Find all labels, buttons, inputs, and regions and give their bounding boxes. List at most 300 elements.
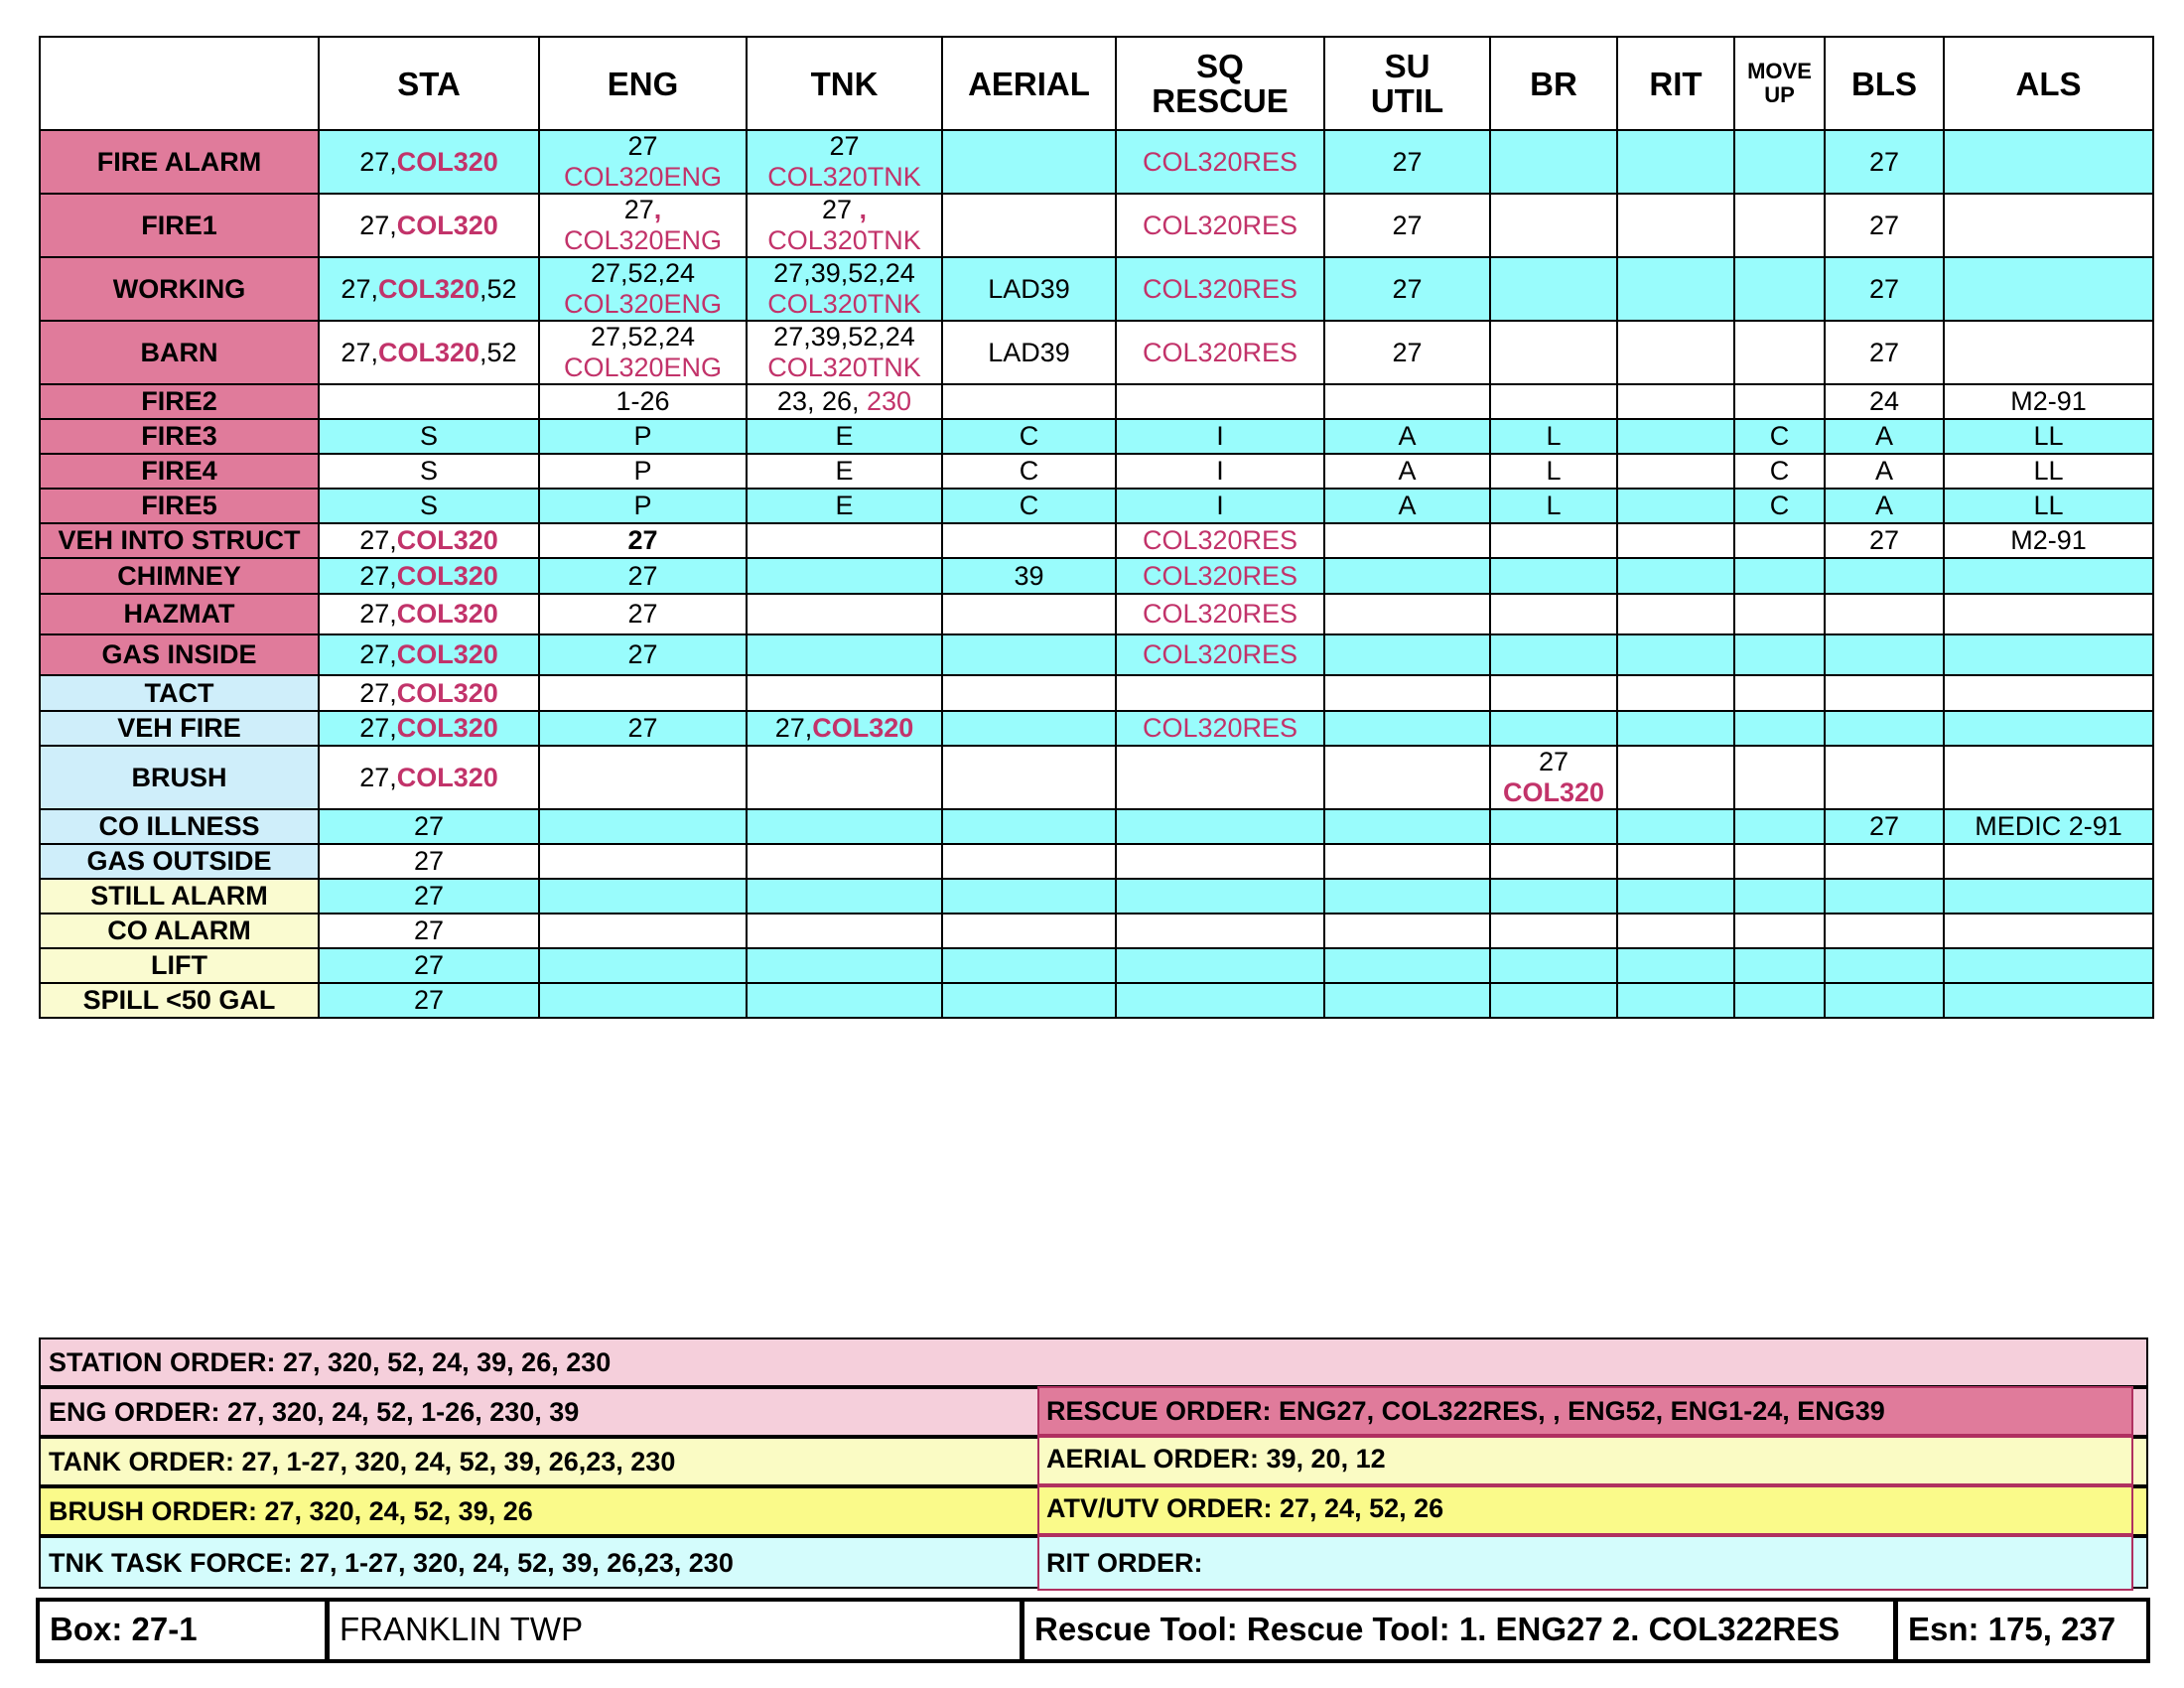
cell-br [1490, 948, 1617, 983]
cell-text: COL320TNK [767, 352, 921, 382]
table-row [40, 558, 2153, 594]
cell-tnk [747, 419, 942, 454]
cell-text: 27, [359, 599, 397, 629]
cell-bls [1825, 454, 1944, 489]
cell-sta [319, 675, 539, 711]
cell-bls [1825, 809, 1944, 844]
footer-bar [36, 1598, 2150, 1663]
cell-move-up [1734, 558, 1825, 594]
cell-move-up [1734, 948, 1825, 983]
cell-eng [539, 746, 747, 809]
cell-move-up [1734, 844, 1825, 879]
row-label: SPILL <50 GAL [40, 983, 319, 1018]
cell-sq-rescue [1116, 384, 1324, 419]
cell-aerial [942, 454, 1116, 489]
cell-aerial [942, 675, 1116, 711]
cell-text: L [1546, 421, 1562, 451]
cell-text: 27 [623, 195, 654, 224]
cell-br [1490, 419, 1617, 454]
row-label: HAZMAT [40, 594, 319, 634]
cell-move-up [1734, 419, 1825, 454]
cell-su-util [1324, 130, 1490, 194]
cell-bls [1825, 558, 1944, 594]
cell-text: COL320ENG [563, 289, 723, 319]
cell-su-util [1324, 711, 1490, 746]
brush-order: BRUSH ORDER: 27, 320, 24, 52, 39, 26 [39, 1486, 2148, 1536]
cell-text: A [1398, 491, 1417, 520]
cell-br [1490, 454, 1617, 489]
cell-br [1490, 523, 1617, 558]
cell-bls [1825, 948, 1944, 983]
cell-sta [319, 130, 539, 194]
cell-tnk [747, 594, 942, 634]
cell-text: LL [2033, 456, 2064, 486]
cell-text: LAD39 [988, 337, 1070, 367]
cell-text: E [835, 456, 854, 486]
cell-text: I [1216, 421, 1224, 451]
table-row [40, 384, 2153, 419]
cell-als [1944, 809, 2153, 844]
cell-text: COL320 [396, 713, 498, 743]
cell-text: A [1874, 491, 1893, 520]
cell-als [1944, 257, 2153, 321]
cell-rit [1617, 594, 1734, 634]
table-row [40, 914, 2153, 948]
cell-text: M2-91 [2010, 525, 2087, 555]
cell-text: 230 [867, 386, 912, 416]
cell-su-util [1324, 523, 1490, 558]
cell-text: 27 [1868, 146, 1900, 177]
cell-text: 27 [1868, 273, 1900, 304]
cell-text: COL320TNK [767, 162, 921, 192]
cell-text: 27, [341, 273, 378, 304]
cell-text: 27 [627, 599, 658, 629]
cell-text: COL320 [396, 146, 498, 177]
cell-text: 27 [1868, 811, 1900, 841]
cell-aerial [942, 809, 1116, 844]
cell-text: COL320RES [1142, 713, 1298, 743]
cell-tnk [747, 321, 942, 384]
cell-br [1490, 844, 1617, 879]
cell-text: 27, [359, 677, 397, 708]
header-su-util: SU UTIL [1324, 37, 1490, 130]
cell-text: COL320 [396, 210, 498, 240]
row-label: CO ILLNESS [40, 809, 319, 844]
cell-sta [319, 489, 539, 523]
cell-aerial [942, 983, 1116, 1018]
header-tnk: TNK [747, 37, 942, 130]
cell-tnk [747, 523, 942, 558]
cell-br [1490, 194, 1617, 257]
cell-als [1944, 634, 2153, 675]
cell-als [1944, 523, 2153, 558]
cell-rit [1617, 844, 1734, 879]
cell-su-util [1324, 384, 1490, 419]
cell-als [1944, 594, 2153, 634]
cell-text: ,52 [479, 273, 517, 304]
row-label: VEH FIRE [40, 711, 319, 746]
table-row [40, 454, 2153, 489]
cell-text: 27, [359, 525, 397, 555]
row-label: FIRE2 [40, 384, 319, 419]
cell-text: 27,52,24 [590, 258, 696, 288]
cell-eng [539, 634, 747, 675]
cell-bls [1825, 384, 1944, 419]
row-label: CO ALARM [40, 914, 319, 948]
cell-text: 27, [774, 713, 813, 743]
table-row [40, 844, 2153, 879]
cell-text: A [1874, 421, 1893, 451]
cell-text: COL320 [1502, 777, 1605, 807]
cell-su-util [1324, 594, 1490, 634]
cell-text: P [633, 456, 652, 486]
header-sq-rescue: SQ RESCUE [1116, 37, 1324, 130]
cell-su-util [1324, 809, 1490, 844]
cell-sta [319, 948, 539, 983]
cell-als [1944, 675, 2153, 711]
cell-sq-rescue [1116, 983, 1324, 1018]
cell-rit [1617, 419, 1734, 454]
cell-aerial [942, 257, 1116, 321]
cell-su-util [1324, 419, 1490, 454]
cell-text: C [1769, 421, 1790, 451]
aerial-order: AERIAL ORDER: 39, 20, 12 [1037, 1436, 2133, 1485]
cell-text: ,52 [479, 337, 517, 367]
table-row [40, 419, 2153, 454]
cell-su-util [1324, 194, 1490, 257]
cell-sq-rescue [1116, 746, 1324, 809]
cell-text: 27, [341, 337, 378, 367]
cell-bls [1825, 257, 1944, 321]
cell-text: S [419, 456, 438, 486]
cell-bls [1825, 879, 1944, 914]
cell-eng [539, 130, 747, 194]
row-label: STILL ALARM [40, 879, 319, 914]
cell-bls [1825, 594, 1944, 634]
cell-aerial [942, 844, 1116, 879]
cell-sta [319, 914, 539, 948]
cell-text: COL320 [396, 525, 498, 555]
cell-aerial [942, 489, 1116, 523]
cell-text: A [1398, 456, 1417, 486]
header-sta: STA [319, 37, 539, 130]
cell-aerial [942, 321, 1116, 384]
cell-text: 27 [627, 713, 658, 743]
table-row [40, 594, 2153, 634]
cell-aerial [942, 711, 1116, 746]
cell-eng [539, 879, 747, 914]
cell-text: A [1874, 456, 1893, 486]
cell-move-up [1734, 675, 1825, 711]
cell-sq-rescue [1116, 809, 1324, 844]
cell-text: 27 [413, 915, 445, 945]
cell-br [1490, 809, 1617, 844]
cell-br [1490, 711, 1617, 746]
cell-text: COL320ENG [563, 352, 723, 382]
cell-sq-rescue [1116, 711, 1324, 746]
cell-text: 27 [413, 811, 445, 841]
cell-tnk [747, 384, 942, 419]
cell-move-up [1734, 634, 1825, 675]
cell-move-up [1734, 879, 1825, 914]
cell-text: COL320RES [1142, 525, 1298, 555]
header-als: ALS [1944, 37, 2153, 130]
cell-rit [1617, 321, 1734, 384]
cell-text: 1-26 [615, 386, 670, 416]
cell-text: COL320RES [1142, 273, 1298, 304]
cell-sq-rescue [1116, 914, 1324, 948]
cell-eng [539, 194, 747, 257]
cell-text: 27 [627, 131, 658, 161]
cell-br [1490, 634, 1617, 675]
cell-text: MEDIC 2-91 [1975, 811, 2122, 841]
cell-eng [539, 594, 747, 634]
township-name: FRANKLIN TWP [330, 1602, 1024, 1659]
row-label: BARN [40, 321, 319, 384]
cell-text: COL320ENG [563, 225, 723, 255]
cell-als [1944, 844, 2153, 879]
cell-text: I [1216, 456, 1224, 486]
cell-rit [1617, 130, 1734, 194]
row-label: FIRE4 [40, 454, 319, 489]
station-order: STATION ORDER: 27, 320, 52, 24, 39, 26, 230 [39, 1337, 2148, 1387]
cell-aerial [942, 594, 1116, 634]
cell-als [1944, 384, 2153, 419]
cell-move-up [1734, 130, 1825, 194]
header-eng: ENG [539, 37, 747, 130]
cell-text: COL320 [377, 273, 480, 304]
cell-bls [1825, 130, 1944, 194]
table-row [40, 194, 2153, 257]
table-row [40, 489, 2153, 523]
cell-als [1944, 558, 2153, 594]
cell-text: 27,39,52,24 [773, 258, 915, 288]
cell-sta [319, 844, 539, 879]
cell-text: P [633, 421, 652, 451]
cell-text: 27 [1868, 210, 1900, 240]
cell-bls [1825, 844, 1944, 879]
cell-tnk [747, 844, 942, 879]
cell-rit [1617, 983, 1734, 1018]
cell-text: 23, 26, [776, 386, 867, 416]
cell-bls [1825, 746, 1944, 809]
cell-text: COL320RES [1142, 560, 1298, 591]
esn-numbers: Esn: 175, 237 [1908, 1611, 2116, 1647]
cell-rit [1617, 257, 1734, 321]
cell-sta [319, 384, 539, 419]
cell-text: L [1546, 456, 1562, 486]
cell-tnk [747, 914, 942, 948]
cell-text: S [419, 421, 438, 451]
atv-utv-order: ATV/UTV ORDER: 27, 24, 52, 26 [1037, 1485, 2133, 1535]
rit-order: RIT ORDER: [1037, 1535, 2133, 1591]
cell-als [1944, 983, 2153, 1018]
dispatch-table [39, 36, 2154, 1019]
cell-rit [1617, 711, 1734, 746]
cell-sq-rescue [1116, 558, 1324, 594]
cell-eng [539, 489, 747, 523]
cell-su-util [1324, 454, 1490, 489]
cell-aerial [942, 634, 1116, 675]
row-label: LIFT [40, 948, 319, 983]
cell-sta [319, 746, 539, 809]
row-label: TACT [40, 675, 319, 711]
table-row [40, 746, 2153, 809]
cell-text: I [1216, 491, 1224, 520]
cell-eng [539, 948, 747, 983]
cell-text: 27, [359, 210, 397, 240]
cell-sq-rescue [1116, 194, 1324, 257]
cell-sta [319, 523, 539, 558]
cell-tnk [747, 194, 942, 257]
cell-text: P [633, 491, 652, 520]
cell-als [1944, 130, 2153, 194]
cell-bls [1825, 983, 1944, 1018]
cell-text: E [835, 421, 854, 451]
cell-bls [1825, 675, 1944, 711]
box-number: Box: 27-1 [40, 1602, 330, 1659]
cell-text: C [1019, 421, 1039, 451]
cell-text: , [653, 195, 662, 224]
cell-br [1490, 879, 1617, 914]
cell-br [1490, 384, 1617, 419]
cell-sta [319, 809, 539, 844]
table-row [40, 983, 2153, 1018]
cell-als [1944, 321, 2153, 384]
cell-text: 27, [359, 713, 397, 743]
header-aerial: AERIAL [942, 37, 1116, 130]
cell-rit [1617, 948, 1734, 983]
cell-rit [1617, 914, 1734, 948]
cell-sq-rescue [1116, 523, 1324, 558]
cell-eng [539, 321, 747, 384]
cell-text: COL320TNK [767, 289, 921, 319]
cell-sta [319, 257, 539, 321]
cell-eng [539, 675, 747, 711]
cell-su-util [1324, 558, 1490, 594]
cell-rit [1617, 634, 1734, 675]
row-label: FIRE5 [40, 489, 319, 523]
cell-aerial [942, 419, 1116, 454]
cell-text: 27 [627, 560, 658, 591]
cell-move-up [1734, 809, 1825, 844]
header-label [40, 37, 319, 130]
cell-sq-rescue [1116, 419, 1324, 454]
cell-tnk [747, 675, 942, 711]
cell-text: COL320TNK [767, 225, 921, 255]
cell-text: 27, [359, 762, 397, 792]
cell-move-up [1734, 454, 1825, 489]
cell-su-util [1324, 634, 1490, 675]
cell-sta [319, 321, 539, 384]
cell-text: 27 [1538, 747, 1570, 776]
cell-text: 27 [1868, 337, 1900, 367]
cell-tnk [747, 983, 942, 1018]
cell-text: 27 [627, 639, 658, 669]
cell-aerial [942, 558, 1116, 594]
cell-text: E [835, 491, 854, 520]
cell-text: COL320 [396, 599, 498, 629]
cell-su-util [1324, 948, 1490, 983]
cell-text: 27 [1392, 273, 1423, 304]
cell-text: 27 [821, 195, 860, 224]
row-label: VEH INTO STRUCT [40, 523, 319, 558]
cell-aerial [942, 914, 1116, 948]
cell-br [1490, 257, 1617, 321]
cell-rit [1617, 675, 1734, 711]
cell-text: COL320 [396, 560, 498, 591]
cell-text: 27, [359, 560, 397, 591]
cell-sta [319, 594, 539, 634]
cell-text: C [1769, 491, 1790, 520]
cell-text: L [1546, 491, 1562, 520]
cell-eng [539, 419, 747, 454]
cell-text: COL320RES [1142, 599, 1298, 629]
table-row [40, 257, 2153, 321]
table-row [40, 523, 2153, 558]
cell-br [1490, 594, 1617, 634]
cell-text: , [859, 195, 868, 224]
cell-move-up [1734, 321, 1825, 384]
cell-text: COL320 [396, 639, 498, 669]
row-label: FIRE1 [40, 194, 319, 257]
cell-bls [1825, 194, 1944, 257]
cell-move-up [1734, 489, 1825, 523]
cell-br [1490, 746, 1617, 809]
cell-rit [1617, 194, 1734, 257]
cell-eng [539, 711, 747, 746]
cell-eng [539, 384, 747, 419]
row-label: GAS OUTSIDE [40, 844, 319, 879]
cell-rit [1617, 809, 1734, 844]
cell-tnk [747, 948, 942, 983]
cell-tnk [747, 130, 942, 194]
cell-text: COL320ENG [563, 162, 723, 192]
cell-sq-rescue [1116, 321, 1324, 384]
cell-br [1490, 558, 1617, 594]
cell-bls [1825, 321, 1944, 384]
cell-text: 27 [1392, 146, 1423, 177]
cell-sq-rescue [1116, 257, 1324, 321]
rescue-order: RESCUE ORDER: ENG27, COL322RES, , ENG52, ENG1-24, ENG39 [1037, 1386, 2133, 1436]
cell-text: M2-91 [2010, 386, 2087, 416]
cell-move-up [1734, 523, 1825, 558]
cell-text: A [1398, 421, 1417, 451]
cell-move-up [1734, 594, 1825, 634]
cell-text: C [1769, 456, 1790, 486]
cell-sta [319, 711, 539, 746]
cell-text: LL [2033, 491, 2064, 520]
cell-text: COL320RES [1142, 210, 1298, 240]
cell-text: 27, [359, 146, 397, 177]
cell-text: C [1019, 456, 1039, 486]
cell-sta [319, 879, 539, 914]
cell-als [1944, 948, 2153, 983]
cell-su-util [1324, 257, 1490, 321]
cell-move-up [1734, 746, 1825, 809]
cell-sq-rescue [1116, 675, 1324, 711]
cell-text: 27 [413, 846, 445, 876]
cell-tnk [747, 879, 942, 914]
cell-sq-rescue [1116, 879, 1324, 914]
header-row [40, 37, 2153, 130]
cell-text: COL320RES [1142, 639, 1298, 669]
cell-sta [319, 454, 539, 489]
cell-als [1944, 879, 2153, 914]
cell-su-util [1324, 983, 1490, 1018]
cell-sq-rescue [1116, 130, 1324, 194]
cell-move-up [1734, 983, 1825, 1018]
